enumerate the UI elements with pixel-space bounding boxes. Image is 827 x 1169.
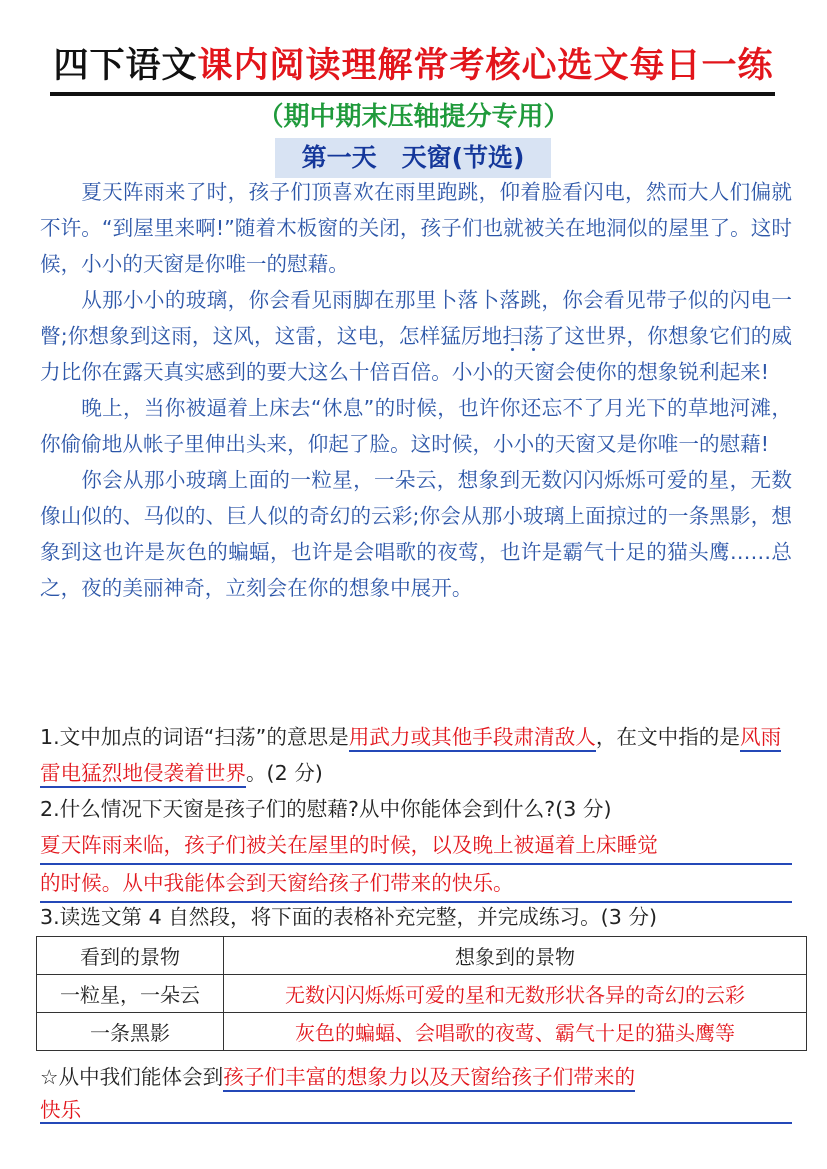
- question-3: 3.读选文第 4 自然段，将下面的表格补充完整，并完成练习。(3 分): [40, 905, 657, 929]
- emphasis-dot-char: 荡: [523, 324, 544, 348]
- conclusion-answer-line-1: 孩子们丰富的想象力以及天窗给孩子们带来的: [223, 1065, 635, 1092]
- title-red-part: 课内阅读理解常考核心选文每日一练: [197, 46, 774, 86]
- question-2-answer-line-1: 夏天阵雨来临，孩子们被关在屋里的时候，以及晚上被逼着上床睡觉: [40, 827, 792, 865]
- conclusion-question: [40, 1059, 792, 1095]
- page-subtitle: （期中期末压轴提分专用）: [257, 102, 570, 132]
- conclusion-answer-underline: [40, 1122, 792, 1124]
- question-2: 2.什么情况下天窗是孩子们的慰藉?从中你能体会到什么?(3 分): [40, 797, 612, 821]
- question-2-answer: [40, 827, 792, 903]
- question-1-mid: ，在文中指的是: [595, 725, 740, 749]
- table-cell-imagined-answer: 无数闪闪烁烁可爱的星和无数形状各异的奇幻的云彩: [224, 975, 807, 1013]
- question-1-answer-context: 风雨雷电猛烈地侵袭着世界: [40, 725, 781, 788]
- paragraph-2-text-after: 了这世界，你想象它们的威力比你在露天真实感到的要大这么十倍百倍。小小的天窗会使你的想象锐利起来!: [40, 324, 793, 384]
- table-header-seen: 看到的景物: [37, 937, 224, 975]
- table-header-imagined: 想象到的景物: [224, 937, 807, 975]
- conclusion-prefix: ☆从中我们能体会到: [40, 1065, 224, 1089]
- day-title: 第一天 天窗(节选): [275, 138, 551, 178]
- scenery-table: [36, 936, 807, 1051]
- conclusion-answer-line-2: 快乐: [40, 1098, 82, 1122]
- table-cell-seen: 一粒星，一朵云: [37, 975, 224, 1013]
- page-title: [0, 42, 827, 90]
- table-header-row: [37, 937, 807, 975]
- question-1: [40, 719, 792, 791]
- passage-paragraph-4: 你会从那小玻璃上面的一粒星，一朵云，想象到无数闪闪烁烁可爱的星，无数像山似的、马似的、巨人似的奇幻的云彩;你会从那小玻璃上面掠过的一条黑影，想象到这也许是灰色的蝙蝠，也许是会唱歌的夜莺，也许是霸气十足的猫头鹰……总之，夜的美丽神奇，立刻会在你的想象中展开。: [40, 468, 792, 600]
- question-1-answer-meaning: 用武力或其他手段肃清敌人: [349, 725, 596, 752]
- paragraph-2-text-before: 从那小小的玻璃，你会看见雨脚在那里卜落卜落跳，你会看见带子似的闪电一瞥;你想象到这雨，这风，这雷，这电，怎样猛厉地: [40, 288, 792, 348]
- table-row: [37, 975, 807, 1013]
- question-1-suffix: 。(2 分): [245, 761, 323, 785]
- emphasis-dot-char: 扫: [502, 324, 524, 348]
- table-row: [37, 1013, 807, 1051]
- passage-paragraph-2: [40, 282, 792, 390]
- table-cell-seen: 一条黑影: [37, 1013, 224, 1051]
- title-black-part: 四下语文: [53, 46, 198, 86]
- title-underline: [50, 92, 775, 96]
- reading-passage: [40, 174, 792, 606]
- passage-paragraph-3: 晚上，当你被逼着上床去“休息”的时候，也许你还忘不了月光下的草地河滩，你偷偷地从帐子里伸出头来，仰起了脸。这时候，小小的天窗又是你唯一的慰藉!: [40, 396, 792, 456]
- question-2-answer-line-2: 的时候。从中我能体会到天窗给孩子们带来的快乐。: [40, 865, 792, 903]
- question-1-prefix: 1.文中加点的词语“扫荡”的意思是: [40, 725, 349, 749]
- table-cell-imagined-answer: 灰色的蝙蝠、会唱歌的夜莺、霸气十足的猫头鹰等: [224, 1013, 807, 1051]
- passage-paragraph-1: 夏天阵雨来了时，孩子们顶喜欢在雨里跑跳，仰着脸看闪电，然而大人们偏就不许。“到屋里来啊!”随着木板窗的关闭，孩子们也就被关在地洞似的屋里了。这时候，小小的天窗是你唯一的慰藉。: [40, 180, 792, 276]
